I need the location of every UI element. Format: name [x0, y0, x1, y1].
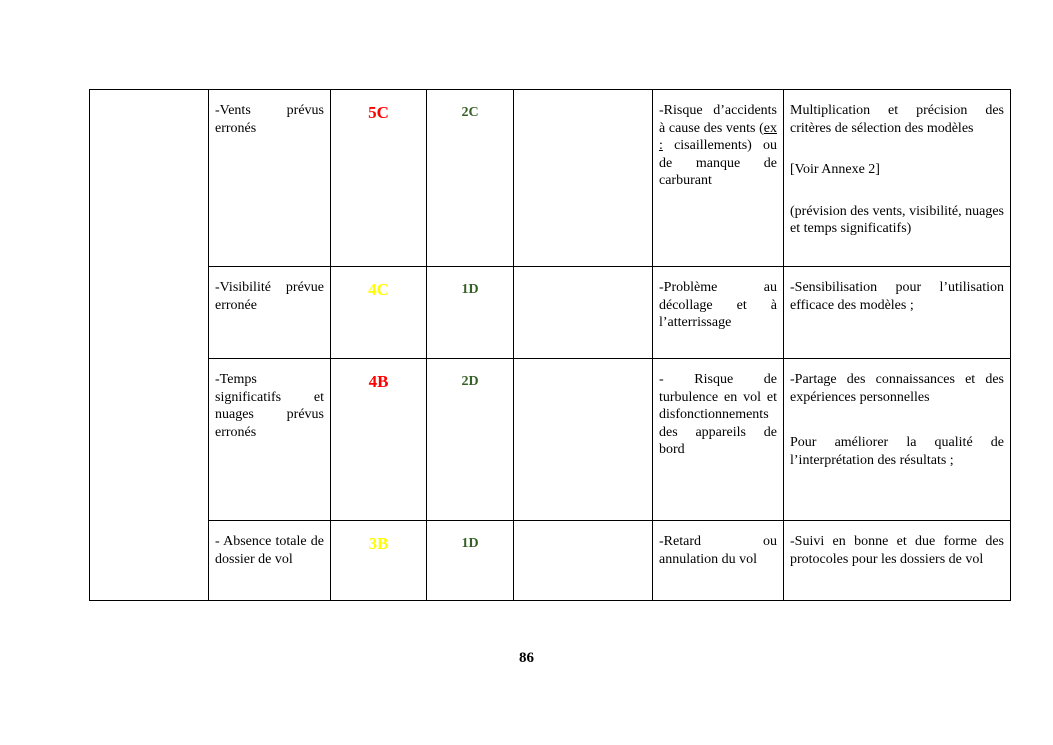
- table-row: [90, 90, 1011, 267]
- residual-risk-badge: 2D: [461, 374, 479, 389]
- page-number: 86: [519, 650, 534, 666]
- initial-risk-badge: 5C: [368, 103, 389, 122]
- initial-risk-cell: [331, 359, 427, 521]
- empty-cell: [514, 90, 653, 267]
- hazard-cell: - Absence totale de dossier de vol: [209, 521, 331, 601]
- merged-category-cell: [90, 90, 209, 601]
- empty-cell: [514, 521, 653, 601]
- mitigation-cell: Multiplication et précision des critères de sélection des modèles [Voir Annexe 2] (prévision des vents, visibilité, nuages et temps significatifs): [784, 90, 1011, 267]
- mitigation-cell: -Partage des connaissances et des expériences personnelles Pour améliorer la qualité de l’interprétation des résultats ;: [784, 359, 1011, 521]
- table-row: [90, 521, 1011, 601]
- residual-risk-cell: [427, 90, 514, 267]
- mitigation-cell: -Sensibilisation pour l’utilisation efficace des modèles ;: [784, 267, 1011, 359]
- hazard-cell: -Visibilité prévue erronée: [209, 267, 331, 359]
- initial-risk-cell: [331, 90, 427, 267]
- residual-risk-badge: 2C: [461, 105, 479, 120]
- hazard-cell: -Temps significatifs et nuages prévus erronés: [209, 359, 331, 521]
- initial-risk-cell: [331, 267, 427, 359]
- consequence-cell: -Risque d’accidents à cause des vents (ex : cisaillements) ou de manque de carburant: [653, 90, 784, 267]
- empty-cell: [514, 359, 653, 521]
- empty-cell: [514, 267, 653, 359]
- mitigation-cell: -Suivi en bonne et due forme des protocoles pour les dossiers de vol: [784, 521, 1011, 601]
- residual-risk-cell: [427, 267, 514, 359]
- residual-risk-badge: 1D: [461, 536, 479, 551]
- hazard-cell: -Vents prévus erronés: [209, 90, 331, 267]
- residual-risk-cell: [427, 359, 514, 521]
- consequence-cell: - Risque de turbulence en vol et disfonctionnements des appareils de bord: [653, 359, 784, 521]
- risk-assessment-table: [89, 89, 1011, 601]
- initial-risk-badge: 4C: [368, 280, 389, 299]
- initial-risk-cell: [331, 521, 427, 601]
- residual-risk-cell: [427, 521, 514, 601]
- initial-risk-badge: 4B: [368, 372, 389, 391]
- consequence-cell: -Problème au décollage et à l’atterrissage: [653, 267, 784, 359]
- initial-risk-badge: 3B: [368, 534, 389, 553]
- residual-risk-badge: 1D: [461, 282, 479, 297]
- consequence-cell: -Retard ou annulation du vol: [653, 521, 784, 601]
- table-row: [90, 359, 1011, 521]
- table-row: [90, 267, 1011, 359]
